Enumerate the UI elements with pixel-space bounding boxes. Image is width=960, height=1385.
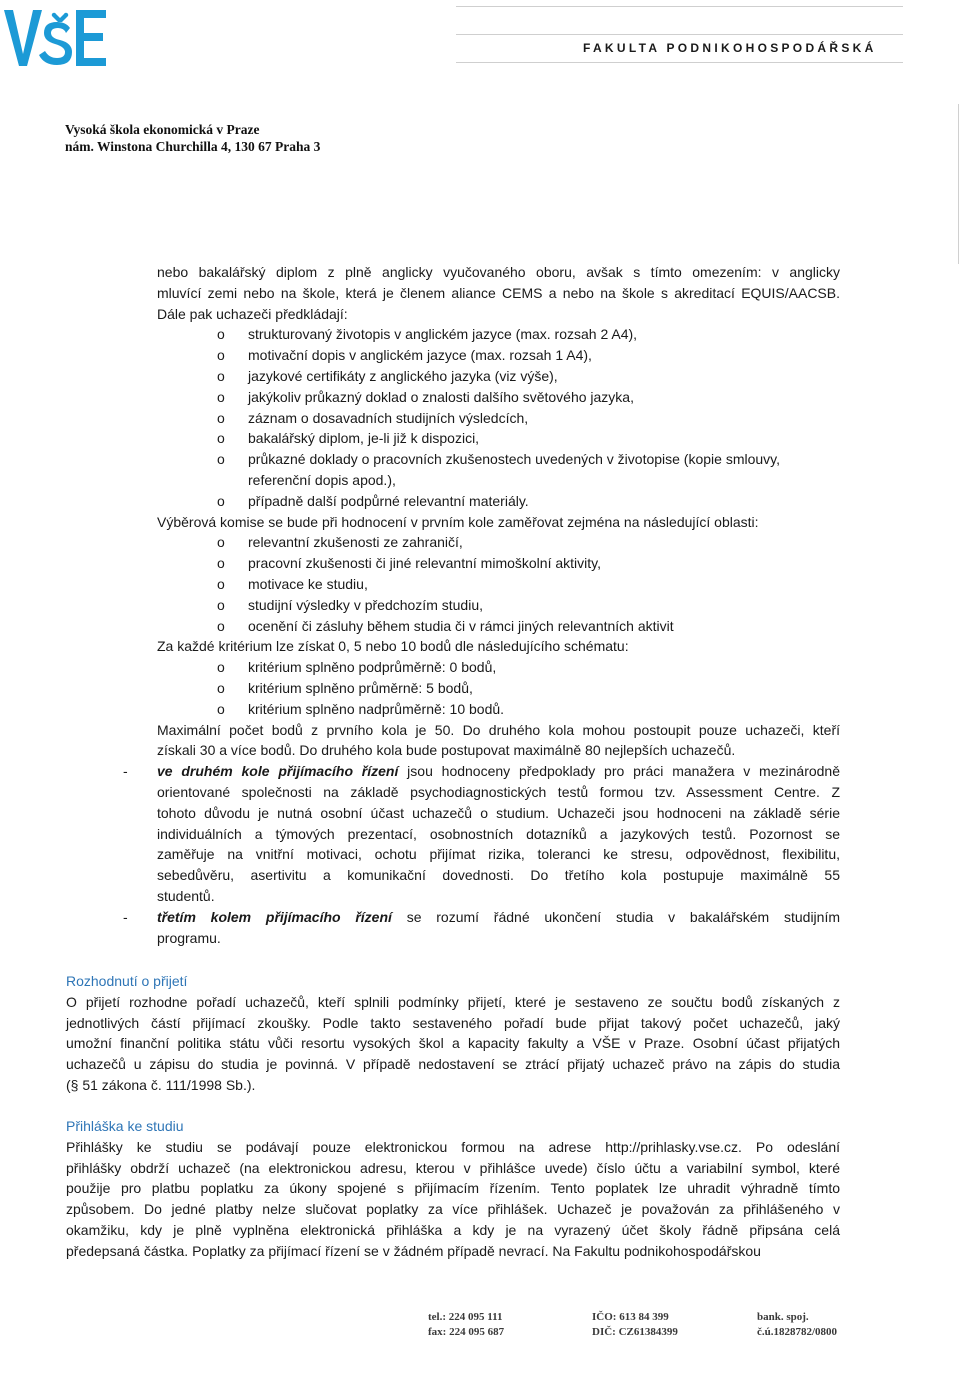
max-points-line: Maximální počet bodů z prvního kola je 50. Do druhého kola mohou postoupit pouze uchazeči, kteří	[157, 721, 840, 738]
application-line: předepsaná částka. Poplatky za přijímací řízení se v žádném případě nevrací. Na Fakultu podnikohospodářskou	[66, 1242, 761, 1259]
university-block	[65, 121, 320, 155]
header-rule-mid	[456, 34, 903, 35]
document-item-bullet: o	[217, 326, 225, 343]
footer-account: č.ú.1828782/0800	[757, 1326, 838, 1338]
application-line: přihlášky obdrží uchazeč (na elektronickou adresu, kterou v přihlášce uvede) číslo účtu a variabilní symbol, které	[66, 1159, 840, 1176]
application-line: použije pro platbu poplatku za úkony spojené s přijímacím řízením. Tento poplatek lze uhradit výhradně tímto	[66, 1180, 840, 1197]
points-intro: Za každé kritérium lze získat 0, 5 nebo 10 bodů dle následujícího schématu:	[157, 638, 629, 655]
second-round-line: studentů.	[157, 888, 215, 904]
footer-bank-label: bank. spoj.	[757, 1311, 809, 1323]
area-item-bullet: o	[217, 617, 225, 634]
vse-logo	[4, 2, 108, 70]
footer-dic: DIČ: CZ61384399	[592, 1326, 678, 1338]
intro-line: Dále pak uchazeči předkládají:	[157, 305, 348, 322]
intro-line: nebo bakalářský diplom z plně anglicky vyučovaného oboru, avšak s tímto omezením: v anglicky	[157, 264, 840, 280]
second-round-line: orientované společnosti na základě psychodiagnostických testů formou tzv. Assessment Centre. Z	[157, 784, 840, 800]
second-round-line: sebedůvěru, asertivitu a komunikační dovednosti. Do třetího kola postupuje maximálně 55	[157, 867, 840, 884]
decision-line: uchazečů u zápisu do studia je povinná. V případě nedostavení se ztrácí přijatý uchazeč právo na zápis do studia	[66, 1056, 840, 1073]
second-round-line: zaměřuje na vnitřní motivaci, ochotu přijímat rizika, toleranci ke stresu, odpovědnost, flexibilitu,	[157, 846, 840, 863]
document-item: bakalářský diplom, je-li již k dispozici,	[248, 430, 480, 447]
document-item-bullet: o	[217, 430, 225, 447]
second-round-first-line: ve druhém kole přijímacího řízení jsou hodnoceny předpoklady pro práci manažera v mezinárodně	[157, 763, 840, 780]
document-item-bullet: o	[217, 368, 225, 384]
header-rule-top	[456, 6, 903, 7]
max-points-line: získali 30 a více bodů. Do druhého kola bude postupovat maximálně 80 nejlepších uchazečů.	[157, 742, 736, 759]
points-item: kritérium splněno průměrně: 5 bodů,	[248, 680, 473, 696]
third-round-emphasis: třetím kolem přijímacího řízení	[157, 908, 392, 925]
document-item: referenční dopis apod.),	[248, 472, 396, 488]
document-item-bullet: o	[217, 492, 225, 509]
decision-line: O přijetí rozhodne pořadí uchazečů, kteří splnili podmínky přijetí, které je sestaveno ze součtu bodů získaných z	[66, 993, 840, 1010]
university-address: nám. Winstona Churchilla 4, 130 67 Praha 3	[65, 139, 321, 154]
decision-heading: Rozhodnutí o přijetí	[66, 973, 188, 989]
area-item: relevantní zkušenosti ze zahraničí,	[248, 534, 463, 551]
decision-line: (§ 51 zákona č. 111/1998 Sb.).	[66, 1077, 256, 1093]
points-item-bullet: o	[217, 659, 225, 676]
area-item: motivace ke studiu,	[248, 576, 368, 592]
second-round-line: individuálních a týmových prezentací, osobnostních dotazníků a jazykových testů. Pozornost se	[157, 825, 840, 842]
footer-contact	[428, 1310, 504, 1340]
header-rule-bottom	[456, 62, 903, 63]
document-item-bullet: o	[217, 451, 225, 468]
document-item-bullet: o	[217, 409, 225, 426]
area-item-bullet: o	[217, 534, 225, 551]
committee-intro: Výběrová komise se bude při hodnocení v prvním kole zaměřovat zejména na následující oblasti:	[157, 513, 759, 530]
application-line: okamžiku, kdy je plně vyplněna elektronická přihláška a kdy je na vyrazený účet školy řádně připsána celá	[66, 1222, 840, 1238]
document-item: průkazné doklady o pracovních zkušenostech uvedených v životopise (kopie smlouvy,	[248, 451, 781, 468]
footer-ico: IČO: 613 84 399	[592, 1311, 669, 1323]
decision-line: jednotlivých částí přijímací zkoušky. Podle takto sestaveného pořadí bude přijat takový počet uchazečů, jaký	[66, 1014, 840, 1031]
area-item-bullet: o	[217, 576, 225, 592]
document-item-bullet: o	[217, 347, 225, 364]
application-line: Přihlášky ke studiu se podávají pouze elektronickou formou na adrese http://prihlasky.vse.cz. Po odeslání	[66, 1138, 840, 1155]
footer-tel: tel.: 224 095 111	[428, 1311, 503, 1323]
footer-fax: fax: 224 095 687	[428, 1326, 505, 1338]
footer-ids	[592, 1310, 678, 1340]
area-item: pracovní zkušenosti či jiné relevantní mimoškolní aktivity,	[248, 555, 601, 572]
document-item: jakýkoliv průkazný doklad o znalosti dalšího světového jazyka,	[248, 388, 634, 405]
document-item: jazykové certifikáty z anglického jazyka (viz výše),	[248, 368, 558, 384]
document-item: motivační dopis v anglickém jazyce (max. rozsah 1 A4),	[248, 347, 592, 364]
vertical-rule	[958, 104, 959, 264]
university-name: Vysoká škola ekonomická v Praze	[65, 122, 260, 137]
points-item-bullet: o	[217, 680, 225, 696]
document-item-bullet: o	[217, 388, 225, 405]
decision-line: umožní finanční politika státu vůči resortu vysokých škol a kapacity fakulty a VŠE v Praze. Osobní účast přijatých	[66, 1035, 840, 1052]
document-item: případně další podpůrné relevantní materiály.	[248, 492, 529, 509]
second-round-emphasis: ve druhém kole přijímacího řízení	[157, 763, 399, 780]
second-round-dash: -	[123, 763, 128, 780]
area-item-bullet: o	[217, 555, 225, 572]
footer-bank	[757, 1310, 837, 1340]
application-heading: Přihláška ke studiu	[66, 1118, 184, 1134]
document-item: záznam o dosavadních studijních výsledcích,	[248, 409, 529, 426]
area-item-bullet: o	[217, 596, 225, 613]
third-round-first-line: třetím kolem přijímacího řízení se rozumí řádné ukončení studia v bakalářském studijním	[157, 908, 841, 925]
points-item-bullet: o	[217, 700, 225, 717]
third-round-line: programu.	[157, 929, 221, 946]
points-item: kritérium splněno nadprůměrně: 10 bodů.	[248, 700, 505, 717]
second-round-line: tohoto důvodu je nutná osobní účast uchazečů o studium. Uchazeči jsou hodnoceni na základě série	[157, 804, 840, 821]
area-item: ocenění či zásluhy během studia či v rámci jiných relevantních aktivit	[248, 617, 674, 634]
third-round-dash: -	[123, 908, 128, 925]
intro-line: mluvící zemi nebo na škole, která je členem aliance CEMS a nebo na škole s akreditací EQUIS/AACSB.	[157, 284, 840, 301]
faculty-name: FAKULTA PODNIKOHOSPODÁŘSKÁ	[583, 41, 877, 55]
points-item: kritérium splněno podprůměrně: 0 bodů,	[248, 659, 497, 676]
area-item: studijní výsledky v předchozím studiu,	[248, 596, 483, 613]
application-line: způsobem. Do jedné platby nelze slučovat poplatky za více přihlášek. Uchazeč je považován za přihlášeného v	[66, 1201, 840, 1218]
document-item: strukturovaný životopis v anglickém jazyce (max. rozsah 2 A4),	[248, 326, 638, 343]
